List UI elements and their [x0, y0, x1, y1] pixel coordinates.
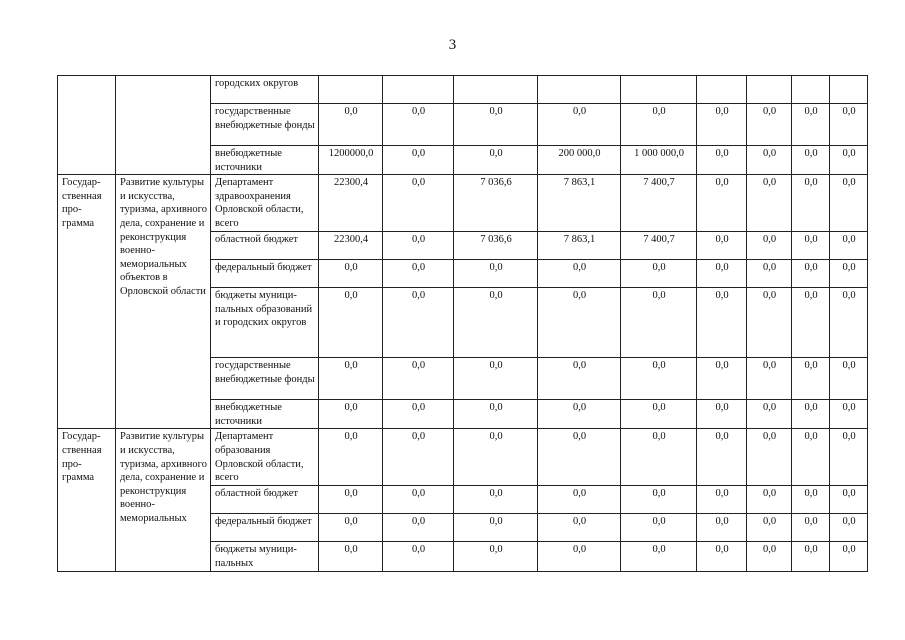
value-cell: 0,0 [697, 288, 747, 358]
value-cell: 0,0 [319, 542, 383, 571]
value-cell [792, 76, 830, 104]
value-cell: 0,0 [538, 104, 621, 146]
program-cell [58, 76, 116, 175]
value-cell: 0,0 [747, 358, 792, 400]
value-cell: 0,0 [697, 358, 747, 400]
value-cell: 0,0 [792, 175, 830, 232]
program-type-cell: Государ- ственная про- грамма [58, 429, 116, 571]
table-row [58, 429, 868, 486]
value-cell: 0,0 [621, 400, 697, 429]
funding-source-cell: внебюджетные источники [211, 400, 319, 429]
value-cell: 0,0 [747, 429, 792, 486]
value-cell: 0,0 [792, 429, 830, 486]
value-cell: 1 000 000,0 [621, 146, 697, 175]
funding-source-cell: государственные внебюджетные фонды [211, 104, 319, 146]
value-cell: 0,0 [538, 429, 621, 486]
value-cell: 0,0 [454, 358, 538, 400]
value-cell: 0,0 [747, 260, 792, 288]
value-cell: 0,0 [538, 260, 621, 288]
value-cell: 0,0 [697, 514, 747, 542]
value-cell: 0,0 [383, 175, 454, 232]
value-cell: 0,0 [454, 104, 538, 146]
program-name-cell: Развитие культуры и искусства, туризма, архивного дела, сохранение и реконструкция военно- мемориальных объектов в Орловской области [116, 175, 211, 429]
value-cell: 0,0 [697, 146, 747, 175]
budget-table [57, 75, 868, 572]
value-cell: 0,0 [454, 260, 538, 288]
value-cell: 0,0 [697, 486, 747, 514]
value-cell: 0,0 [454, 542, 538, 571]
funding-source-cell: бюджеты муници- пальных [211, 542, 319, 571]
value-cell: 0,0 [319, 104, 383, 146]
program-name-cell [116, 76, 211, 175]
value-cell [319, 76, 383, 104]
value-cell: 0,0 [454, 429, 538, 486]
value-cell: 0,0 [747, 232, 792, 260]
value-cell: 0,0 [383, 429, 454, 486]
value-cell: 0,0 [747, 542, 792, 571]
value-cell: 0,0 [747, 400, 792, 429]
value-cell: 0,0 [792, 486, 830, 514]
value-cell [621, 76, 697, 104]
value-cell: 0,0 [383, 514, 454, 542]
value-cell: 0,0 [792, 232, 830, 260]
value-cell: 0,0 [792, 104, 830, 146]
value-cell: 0,0 [697, 429, 747, 486]
value-cell: 0,0 [383, 542, 454, 571]
value-cell: 0,0 [621, 514, 697, 542]
value-cell: 0,0 [319, 429, 383, 486]
value-cell: 7 036,6 [454, 232, 538, 260]
value-cell: 0,0 [792, 400, 830, 429]
value-cell: 0,0 [830, 175, 868, 232]
value-cell: 0,0 [747, 514, 792, 542]
value-cell: 0,0 [538, 542, 621, 571]
table-body [58, 76, 868, 572]
value-cell: 0,0 [747, 175, 792, 232]
value-cell [383, 76, 454, 104]
value-cell: 0,0 [830, 358, 868, 400]
value-cell: 0,0 [697, 104, 747, 146]
value-cell: 22300,4 [319, 232, 383, 260]
value-cell: 0,0 [830, 400, 868, 429]
value-cell: 0,0 [747, 146, 792, 175]
value-cell: 0,0 [747, 104, 792, 146]
value-cell: 0,0 [830, 542, 868, 571]
funding-source-cell: федеральный бюджет [211, 514, 319, 542]
funding-source-cell: федеральный бюджет [211, 260, 319, 288]
funding-source-cell: областной бюджет [211, 232, 319, 260]
value-cell: 0,0 [383, 260, 454, 288]
value-cell: 0,0 [319, 514, 383, 542]
funding-source-cell: городских округов [211, 76, 319, 104]
value-cell: 0,0 [830, 104, 868, 146]
value-cell: 0,0 [621, 260, 697, 288]
value-cell [747, 76, 792, 104]
value-cell: 0,0 [454, 486, 538, 514]
value-cell: 0,0 [538, 514, 621, 542]
value-cell: 0,0 [830, 146, 868, 175]
value-cell: 0,0 [697, 175, 747, 232]
value-cell: 7 400,7 [621, 175, 697, 232]
value-cell: 0,0 [830, 232, 868, 260]
value-cell: 0,0 [697, 542, 747, 571]
page-number: 3 [448, 37, 457, 53]
value-cell: 0,0 [621, 429, 697, 486]
value-cell: 0,0 [319, 486, 383, 514]
value-cell: 0,0 [697, 400, 747, 429]
value-cell: 0,0 [383, 146, 454, 175]
value-cell: 1200000,0 [319, 146, 383, 175]
value-cell: 0,0 [538, 486, 621, 514]
value-cell: 0,0 [383, 232, 454, 260]
table-row [58, 76, 868, 104]
value-cell: 0,0 [830, 514, 868, 542]
value-cell: 0,0 [621, 104, 697, 146]
value-cell: 0,0 [830, 288, 868, 358]
value-cell [454, 76, 538, 104]
value-cell: 0,0 [454, 514, 538, 542]
program-type-cell: Государ- ственная про- грамма [58, 175, 116, 429]
value-cell: 0,0 [792, 260, 830, 288]
value-cell: 7 400,7 [621, 232, 697, 260]
value-cell: 0,0 [621, 288, 697, 358]
value-cell: 0,0 [538, 358, 621, 400]
value-cell: 0,0 [383, 288, 454, 358]
value-cell [538, 76, 621, 104]
value-cell: 0,0 [697, 260, 747, 288]
value-cell [697, 76, 747, 104]
value-cell: 0,0 [319, 260, 383, 288]
value-cell: 0,0 [621, 358, 697, 400]
value-cell [830, 76, 868, 104]
value-cell: 0,0 [621, 486, 697, 514]
funding-source-cell: Департамент образования Орловской области, всего [211, 429, 319, 486]
value-cell: 0,0 [830, 429, 868, 486]
value-cell: 0,0 [747, 486, 792, 514]
value-cell: 0,0 [319, 288, 383, 358]
value-cell: 0,0 [747, 288, 792, 358]
value-cell: 0,0 [383, 400, 454, 429]
funding-source-cell: государственные внебюджетные фонды [211, 358, 319, 400]
value-cell: 0,0 [792, 358, 830, 400]
funding-source-cell: бюджеты муници- пальных образований и городских округов [211, 288, 319, 358]
value-cell: 0,0 [319, 400, 383, 429]
value-cell: 0,0 [792, 542, 830, 571]
value-cell: 0,0 [538, 288, 621, 358]
value-cell: 0,0 [697, 232, 747, 260]
value-cell: 0,0 [319, 358, 383, 400]
program-name-cell: Развитие культуры и искусства, туризма, архивного дела, сохранение и реконструкция военно- мемориальных [116, 429, 211, 571]
value-cell: 0,0 [383, 104, 454, 146]
value-cell: 0,0 [792, 288, 830, 358]
value-cell: 0,0 [454, 400, 538, 429]
funding-source-cell: внебюджетные источники [211, 146, 319, 175]
value-cell: 0,0 [792, 146, 830, 175]
table-row [58, 175, 868, 232]
funding-source-cell: областной бюджет [211, 486, 319, 514]
value-cell: 22300,4 [319, 175, 383, 232]
value-cell: 0,0 [792, 514, 830, 542]
value-cell: 7 863,1 [538, 175, 621, 232]
value-cell: 0,0 [830, 260, 868, 288]
value-cell: 0,0 [454, 146, 538, 175]
value-cell: 0,0 [454, 288, 538, 358]
value-cell: 0,0 [383, 358, 454, 400]
funding-source-cell: Департамент здравоохранения Орловской области, всего [211, 175, 319, 232]
value-cell: 7 036,6 [454, 175, 538, 232]
value-cell: 0,0 [621, 542, 697, 571]
value-cell: 200 000,0 [538, 146, 621, 175]
value-cell: 0,0 [538, 400, 621, 429]
value-cell: 0,0 [383, 486, 454, 514]
value-cell: 7 863,1 [538, 232, 621, 260]
value-cell: 0,0 [830, 486, 868, 514]
